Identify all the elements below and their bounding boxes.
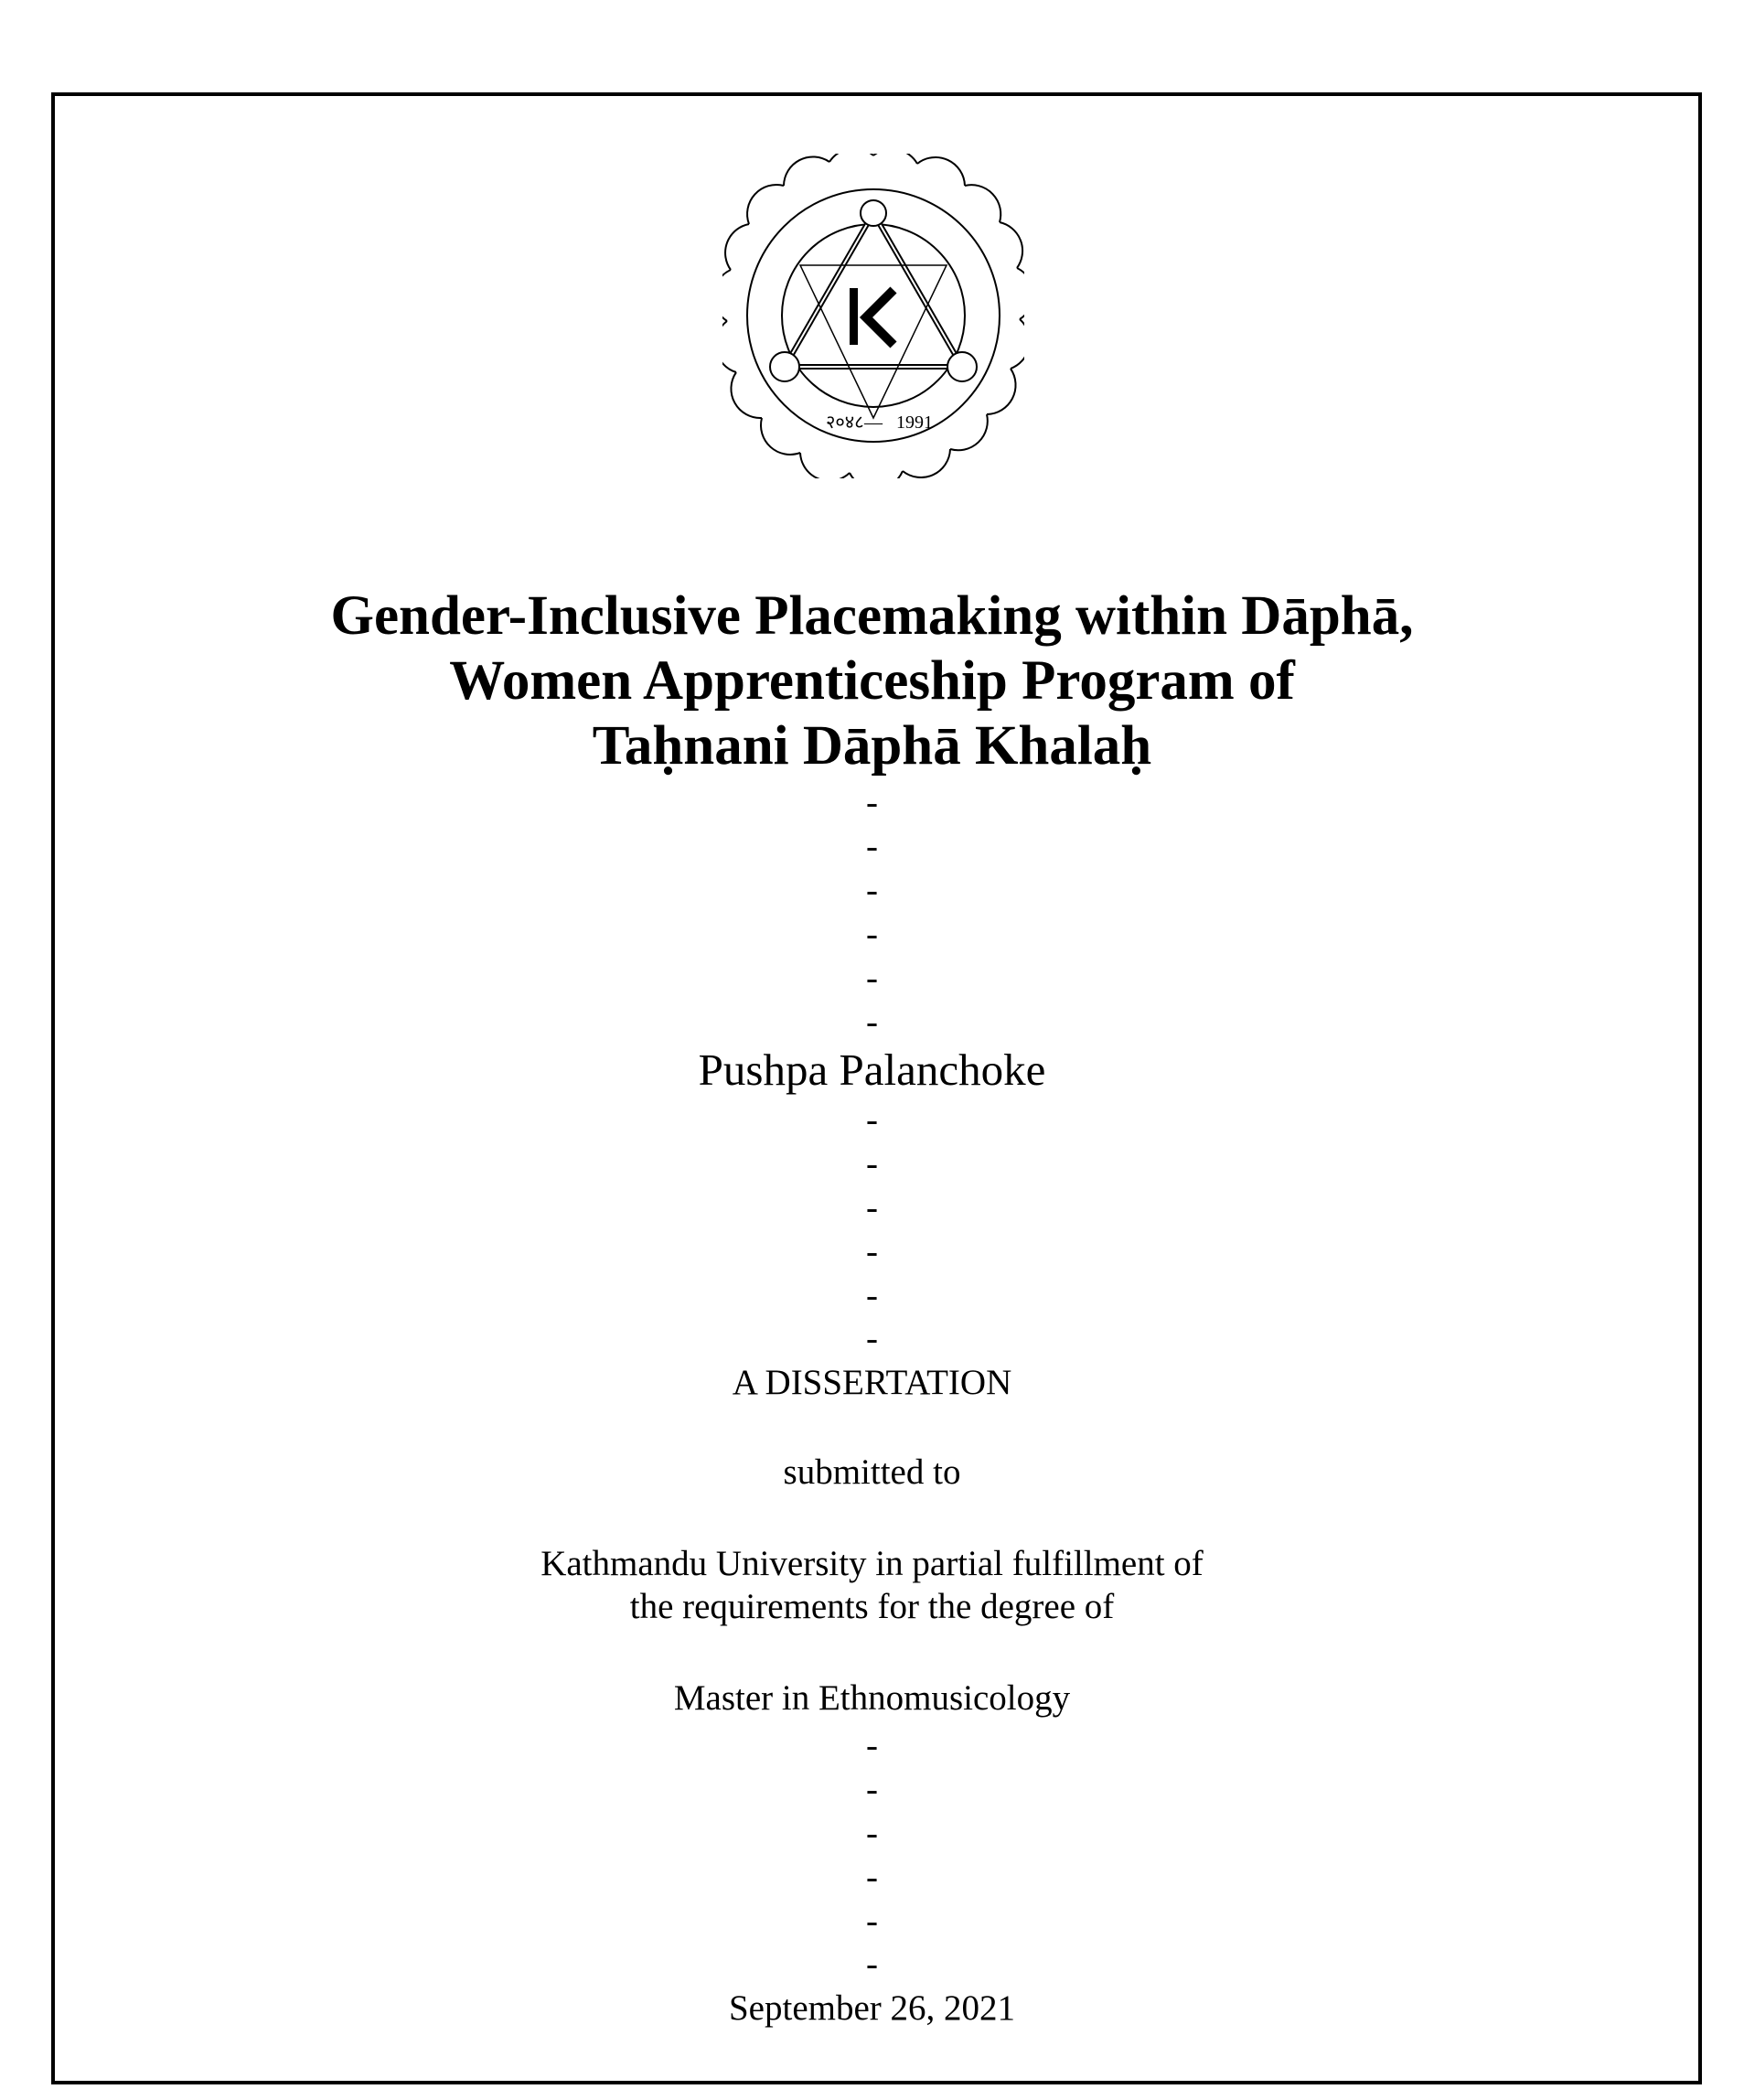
spacer-dash: - <box>866 1002 878 1042</box>
submitted-to: submitted to <box>783 1452 961 1492</box>
spacer-dash: - <box>866 1319 878 1358</box>
spacer-dash: - <box>866 783 878 822</box>
spacer-dash: - <box>866 1232 878 1271</box>
spacer-dash: - <box>866 1276 878 1315</box>
spacer-dash: - <box>866 915 878 954</box>
svg-text:1991: 1991 <box>896 412 933 433</box>
spacer-dash: - <box>866 1814 878 1853</box>
kathmandu-university-seal-icon <box>722 154 1024 478</box>
spacer-dash: - <box>866 1144 878 1184</box>
document-type: A DISSERTATION <box>732 1363 1012 1402</box>
submission-date: September 26, 2021 <box>728 1988 1016 2028</box>
spacer-dash: - <box>866 1726 878 1765</box>
svg-text:२०४८: २०४८ <box>826 412 864 433</box>
spacer-dash: - <box>866 1188 878 1227</box>
spacer-dash: - <box>866 959 878 998</box>
fulfillment-line-1: Kathmandu University in partial fulfillment of <box>540 1544 1204 1583</box>
title-line-2: Women Apprenticeship Program of <box>449 650 1295 712</box>
spacer-dash: - <box>866 1858 878 1897</box>
degree-name: Master in Ethnomusicology <box>673 1678 1071 1718</box>
spacer-dash: - <box>866 871 878 910</box>
author-name: Pushpa Palanchoke <box>698 1045 1046 1095</box>
spacer-dash: - <box>866 1770 878 1809</box>
title-line-1: Gender-Inclusive Placemaking within Dāphā, <box>330 585 1414 647</box>
spacer-dash: - <box>866 1902 878 1941</box>
spacer-dash: - <box>866 1100 878 1140</box>
spacer-dash: - <box>866 1945 878 1984</box>
svg-text:—: — <box>864 412 883 433</box>
spacer-dash: - <box>866 827 878 866</box>
title-line-3: Taḥnani Dāphā Khalaḥ <box>592 715 1152 777</box>
fulfillment-line-2: the requirements for the degree of <box>629 1587 1115 1626</box>
